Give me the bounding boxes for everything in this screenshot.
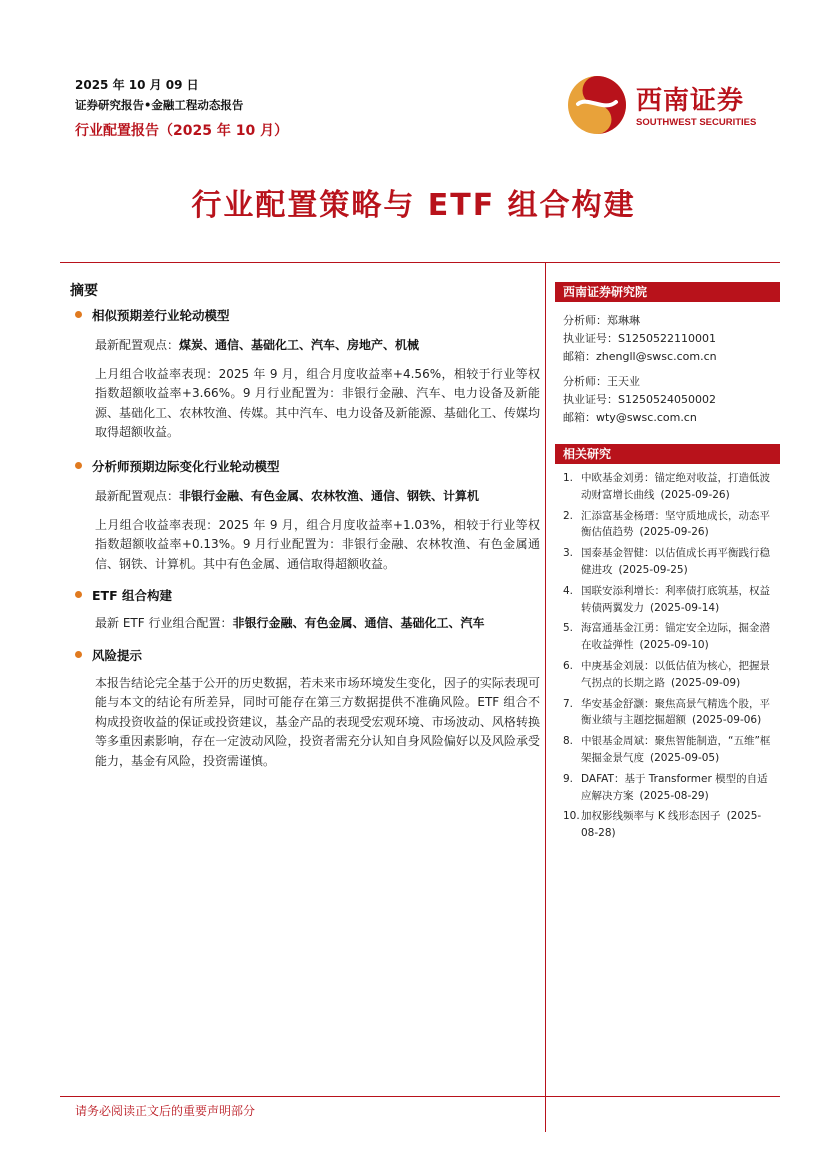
bullet-icon xyxy=(75,462,82,469)
bullet-icon xyxy=(75,591,82,598)
related-item-date: (2025-09-06) xyxy=(692,714,762,727)
related-item[interactable] xyxy=(563,545,778,579)
related-item-title: 中庚基金刘晟：以低估值为核心，把握景气拐点的长期之路 xyxy=(581,659,770,689)
related-item-date: (2025-09-09) xyxy=(671,676,741,689)
related-item-number: 4. xyxy=(563,584,574,597)
related-item-number: 1. xyxy=(563,472,574,484)
related-item-title: 国泰基金智健：以估值成长再平衡践行稳健进攻 xyxy=(581,547,770,576)
section-title-text: 分析师预期边际变化行业轮动模型 xyxy=(92,459,280,474)
related-item-date: (2025-09-26) xyxy=(639,526,709,539)
related-item-title: 国联安添利增长：利率债打底筑基，权益转债两翼发力 xyxy=(581,584,770,614)
bullet-icon xyxy=(75,311,82,318)
section-title xyxy=(75,306,230,324)
analyst-license: 执业证号：S1250522110001 xyxy=(563,332,716,345)
latest-view xyxy=(95,614,540,633)
related-item[interactable] xyxy=(563,696,778,730)
column-divider xyxy=(545,262,546,1132)
related-item-number: 8. xyxy=(563,735,574,748)
company-logo xyxy=(566,74,766,134)
related-item-date: (2025-09-05) xyxy=(650,751,720,764)
related-item-title: 汇添富基金杨瑨：坚守质地成长，动态平衡估值趋势 xyxy=(581,509,770,539)
report-category: 行业配置报告（2025 年 10 月） xyxy=(75,123,289,139)
section-body: 上月组合收益率表现：2025 年 9 月，组合月度收益率+4.56%，相较于行业等权指数超额收益率+3.66%。9 月行业配置为：非银行金融、汽车、电力设备及新能源、基础化工、农林牧渔、传媒。其中汽车、电力设备及新能源、基础化工、传媒均取得超额收益。 xyxy=(95,367,540,440)
section-title xyxy=(75,586,172,604)
related-item[interactable] xyxy=(563,508,778,542)
risk-body: 本报告结论完全基于公开的历史数据，若未来市场环境发生变化，因子的实际表现可能与本文的结论有所差异，同时可能存在第三方数据提供不准确风险。ETF 组合不构成投资收益的保证或投资建议，基金产品的表现受宏观环境、市场波动、风格转换等多重因素影响，存在一定波动风险，投资者需充分认知自身风险偏好以及风险承受能力，基金有风险，投资需谨慎。 xyxy=(95,676,540,768)
related-item-number: 2. xyxy=(563,509,574,522)
related-item-number: 3. xyxy=(563,547,574,560)
related-item-title: 加权影线频率与 K 线形态因子 xyxy=(581,810,721,823)
latest-view xyxy=(95,336,540,355)
related-item[interactable] xyxy=(563,620,778,654)
related-item-title: 中欧基金刘勇：锚定绝对收益，打造低波动财富增长曲线 xyxy=(581,472,770,501)
report-date: 2025 年 10 月 09 日 xyxy=(75,78,199,92)
analyst-block xyxy=(563,373,716,427)
logo-name-cn: 西南证券 xyxy=(636,86,745,116)
footer-disclaimer-note: 请务必阅读正文后的重要声明部分 xyxy=(75,1104,256,1118)
related-item-date: (2025-09-14) xyxy=(650,601,720,614)
related-item-title: DAFAT：基于 Transformer 模型的自适应解决方案 xyxy=(581,772,768,802)
related-item[interactable] xyxy=(563,808,778,842)
related-item-number: 10. xyxy=(563,810,580,823)
analyst-email[interactable]: 邮箱：zhengll@swsc.com.cn xyxy=(563,350,717,363)
related-item-date: (2025-09-10) xyxy=(639,639,709,652)
related-item-date: (2025-08-29) xyxy=(639,789,709,802)
related-item-date: (2025-09-26) xyxy=(660,488,730,501)
related-item-date: (2025-09-25) xyxy=(618,563,688,576)
section-title xyxy=(75,646,142,664)
related-item-title: 华安基金舒灏：聚焦高景气精选个股，平衡业绩与主题挖掘超额 xyxy=(581,697,770,727)
related-item-number: 6. xyxy=(563,659,574,672)
analyst-license: 执业证号：S1250524050002 xyxy=(563,393,716,406)
related-item-number: 9. xyxy=(563,772,574,785)
latest-view-label: 最新 ETF 行业组合配置： xyxy=(95,616,233,630)
latest-view-label: 最新配置观点： xyxy=(95,338,180,352)
analyst-block xyxy=(563,312,717,366)
analyst-name: 分析师：王天业 xyxy=(563,375,640,388)
related-item-title: 海富通基金江勇：锚定安全边际，掘金潜在收益弹性 xyxy=(581,622,770,652)
latest-view-value: 非银行金融、有色金属、农林牧渔、通信、钢铁、计算机 xyxy=(179,489,480,503)
section-title-text: 风险提示 xyxy=(92,648,143,663)
latest-view-value: 煤炭、通信、基础化工、汽车、房地产、机械 xyxy=(179,338,420,352)
related-item-number: 5. xyxy=(563,622,574,635)
header-divider xyxy=(60,262,780,263)
section-body: 上月组合收益率表现：2025 年 9 月，组合月度收益率+1.03%，相较于行业等权指数超额收益率+0.13%。9 月行业配置为：非银行金融、农林牧渔、有色金属通信、钢铁、计算机。其中有色金属、通信取得超额收益。 xyxy=(95,518,540,571)
section-title-text: ETF 组合构建 xyxy=(92,588,172,603)
related-item-title: 中银基金周斌：聚焦智能制造，“五维”框架掘金景气度 xyxy=(581,735,771,764)
footer-divider xyxy=(60,1096,780,1097)
report-title: 行业配置策略与 ETF 组合构建 xyxy=(191,188,636,223)
latest-view xyxy=(95,487,540,506)
related-research-list xyxy=(563,470,778,846)
related-item-number: 7. xyxy=(563,697,574,710)
institute-header: 西南证券研究院 xyxy=(555,282,780,302)
latest-view-label: 最新配置观点： xyxy=(95,489,180,503)
related-item[interactable] xyxy=(563,771,778,805)
section-title-text: 相似预期差行业轮动模型 xyxy=(92,308,230,323)
related-item-date: (2025-08-28) xyxy=(581,810,762,840)
analyst-name: 分析师：郑琳琳 xyxy=(563,314,640,327)
related-item[interactable] xyxy=(563,583,778,617)
related-item[interactable] xyxy=(563,733,778,767)
bullet-icon xyxy=(75,651,82,658)
logo-name-en: SOUTHWEST SECURITIES xyxy=(636,117,757,128)
abstract-heading: 摘要 xyxy=(70,283,98,299)
latest-view-value: 非银行金融、有色金属、通信、基础化工、汽车 xyxy=(232,616,485,630)
logo-emblem-icon xyxy=(566,74,628,136)
report-series: 证券研究报告•金融工程动态报告 xyxy=(75,98,244,112)
related-header: 相关研究 xyxy=(555,444,780,464)
analyst-email[interactable]: 邮箱：wty@swsc.com.cn xyxy=(563,411,697,424)
related-item[interactable] xyxy=(563,470,778,504)
related-item[interactable] xyxy=(563,658,778,692)
section-title xyxy=(75,457,280,475)
